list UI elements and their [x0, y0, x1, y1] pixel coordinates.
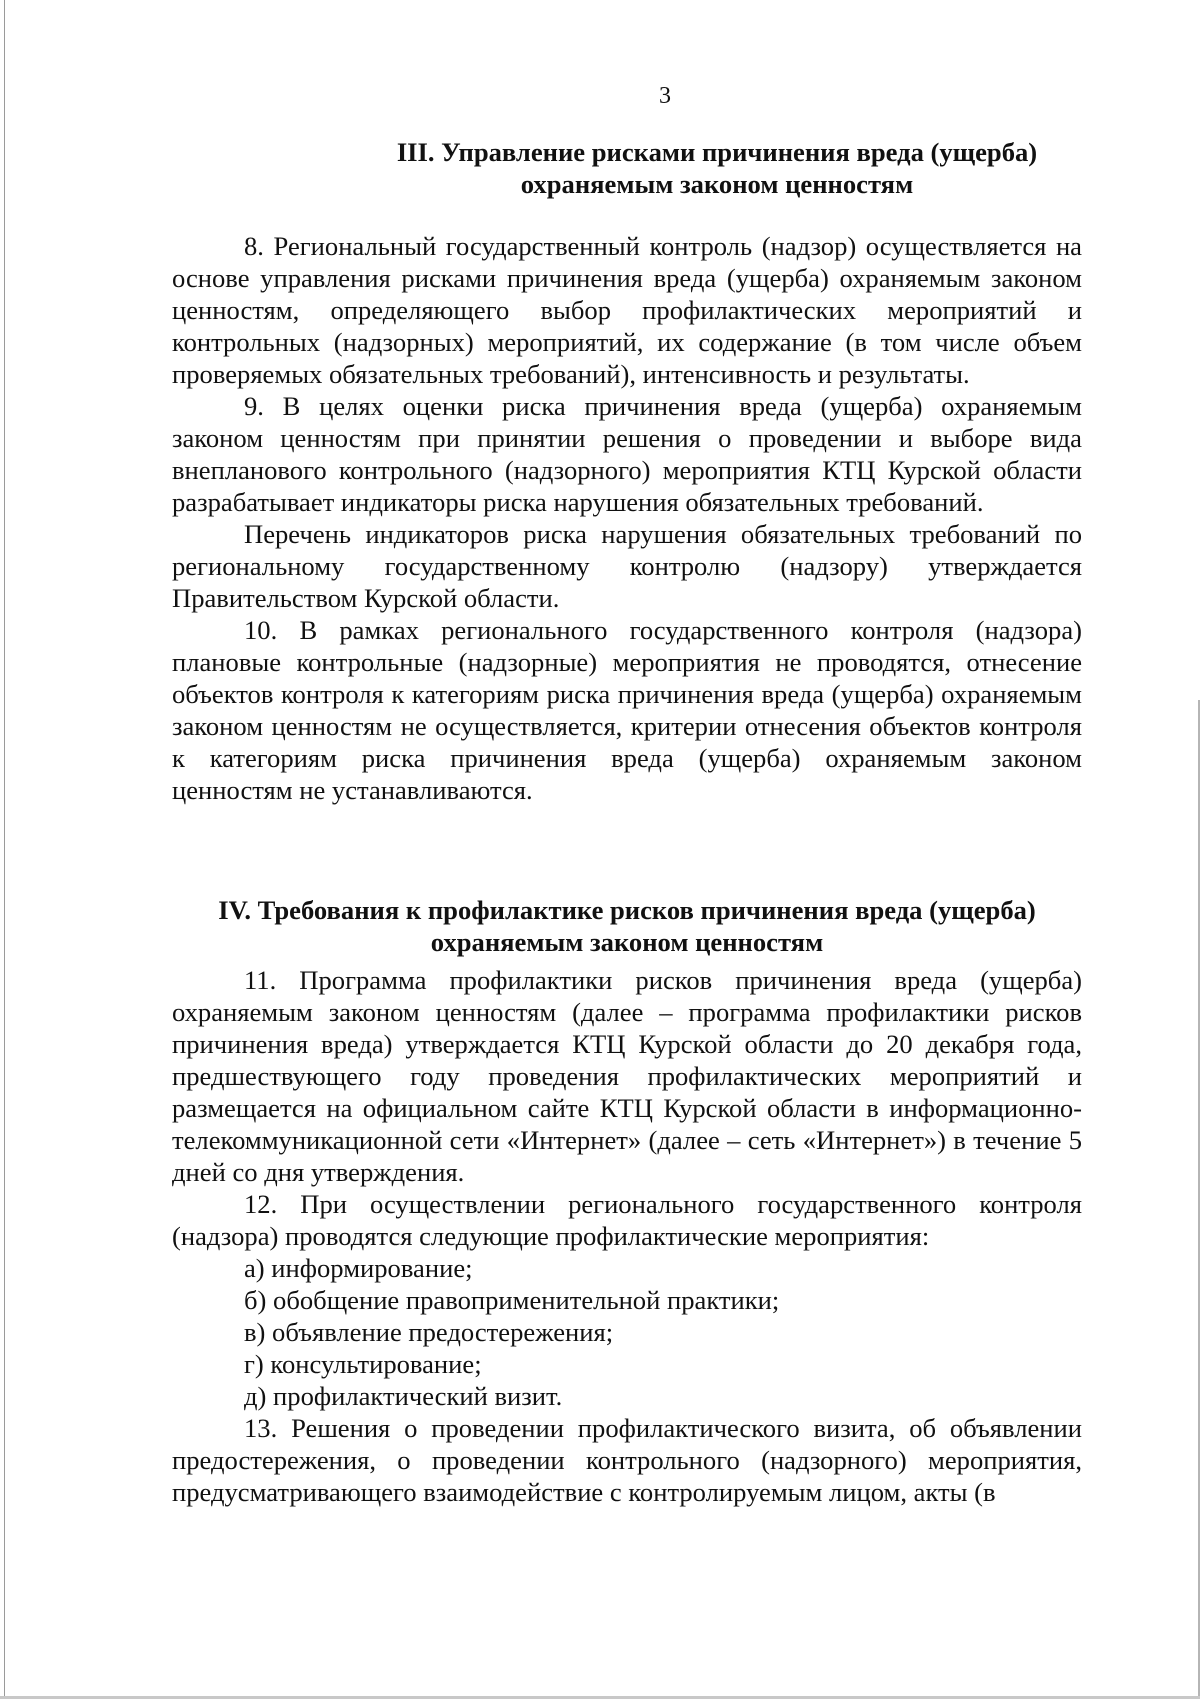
- paragraph-10: 10. В рамках регионального государственного контроля (надзора) плановые контрольные (надзорные) мероприятия не проводятся, отнесение объектов контроля к категориям риска причинения вреда (ущерба) охраняемым законом ценностям не осуществляется, критерии отнесения объектов контроля к категориям риска причинения вреда (ущерба) охраняемым законом ценностям не устанавливаются.: [172, 615, 1082, 805]
- paragraph-13: 13. Решения о проведении профилактического визита, об объявлении предостережения, о проведении контрольного (надзорного) мероприятия, предусматривающего взаимодействие с контролируемым лицом, акты (в: [172, 1413, 1082, 1507]
- section-3-title-line1: III. Управление рисками причинения вреда (ущерба): [396, 137, 1038, 167]
- paragraph-12: 12. При осуществлении регионального государственного контроля (надзора) проводятся следующие профилактические мероприятия:: [172, 1189, 1082, 1251]
- list-item-v: в) объявление предостережения;: [244, 1317, 614, 1347]
- document-body: [172, 136, 1082, 1508]
- section-3-title-line2: охраняемым законом ценностям: [520, 169, 914, 199]
- section-4-title-line2: охраняемым законом ценностям: [430, 927, 824, 957]
- section-3-heading: [262, 136, 1172, 200]
- section-4-title-line1: IV. Требования к профилактике рисков причинения вреда (ущерба): [218, 895, 1036, 925]
- paragraph-11: 11. Программа профилактики рисков причинения вреда (ущерба) охраняемым законом ценностям (далее – программа профилактики рисков причинения вреда) утверждается КТЦ Курской области до 20 декабря года, предшествующего году проведения профилактических мероприятий и размещается на официальном сайте КТЦ Курской области в информационно-телекоммуникационной сети «Интернет» (далее – сеть «Интернет») в течение 5 дней со дня утверждения.: [172, 965, 1082, 1187]
- list-item-g: г) консультирование;: [244, 1349, 482, 1379]
- paragraph-9: 9. В целях оценки риска причинения вреда (ущерба) охраняемым законом ценностям при принятии решения о проведении и выборе вида внепланового контрольного (надзорного) мероприятия КТЦ Курской области разрабатывает индикаторы риска нарушения обязательных требований.: [172, 391, 1082, 517]
- scan-edge-left: [4, 0, 5, 1699]
- page-number: 3: [659, 83, 671, 109]
- paragraph-indicators-list: Перечень индикаторов риска нарушения обязательных требований по региональному государственному контролю (надзору) утверждается Правительством Курской области.: [172, 519, 1082, 613]
- paragraph-8: 8. Региональный государственный контроль (надзор) осуществляется на основе управления рисками причинения вреда (ущерба) охраняемым законом ценностям, определяющего выбор профилактических мероприятий и контрольных (надзорных) мероприятий, их содержание (в том числе объем проверяемых обязательных требований), интенсивность и результаты.: [172, 231, 1082, 389]
- section-4-heading: [172, 894, 1082, 958]
- list-item-a: а) информирование;: [244, 1253, 473, 1283]
- list-item-d: д) профилактический визит.: [244, 1381, 563, 1411]
- list-item-b: б) обобщение правоприменительной практики;: [244, 1285, 780, 1315]
